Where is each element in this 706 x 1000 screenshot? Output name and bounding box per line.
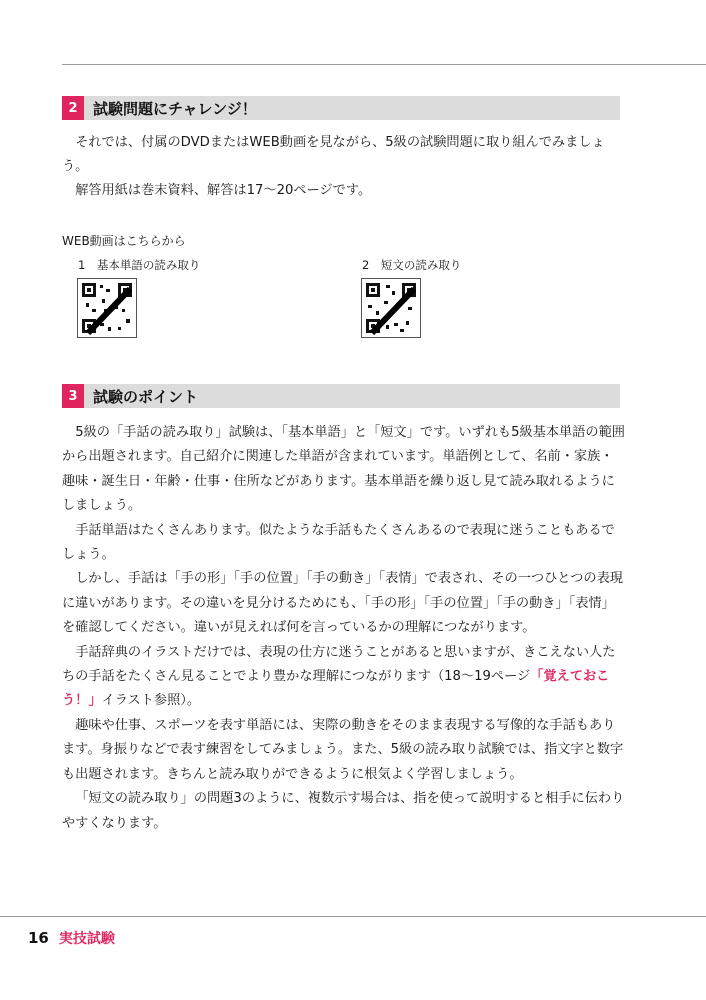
intro-paragraph: 解答用紙は巻末資料、解答は17〜20ページです。 bbox=[75, 183, 372, 198]
section-header-2 bbox=[62, 96, 620, 120]
web-video-heading: WEB動画はこちらから bbox=[62, 234, 186, 248]
points-paragraph: 手話単語はたくさんあります。似たような手話もたくさんあるので表現に迷うこともあるでしょう。 bbox=[62, 522, 615, 563]
points-paragraph: 「短文の読み取り」の問題3のように、複数示す場合は、指を使って説明すると相手に伝わりやすくなります。 bbox=[62, 791, 625, 831]
section-number: 3 bbox=[62, 384, 84, 408]
points-paragraph: 趣味や仕事、スポーツを表す単語には、実際の動きをそのまま表現する写像的な手話もあります。身振りなどで表す練習をしてみましょう。また、5級の読み取り試験では、指文字と数字も出題されます。きちんと読み取りができるように根気よく学習しましょう。 bbox=[62, 717, 624, 782]
qr-label-short-sentences: 2 短文の読み取り bbox=[362, 258, 462, 272]
section-title: 試験問題にチャレンジ！ bbox=[93, 99, 257, 118]
highlight-link-oboeteokou: 「覚えておこう！」 bbox=[62, 669, 610, 709]
points-text-span: 手話辞典のイラストだけでは、表現の仕方に迷うことがあると思いますが、きこえない人たちの手話をたくさん見ることでより豊かな理解につながります（18〜19ページ bbox=[62, 644, 616, 685]
section-title: 試験のポイント bbox=[93, 387, 199, 406]
footer-rule bbox=[0, 916, 706, 917]
page-footer bbox=[28, 928, 115, 948]
intro-text bbox=[62, 131, 626, 203]
section-header-3 bbox=[62, 384, 620, 408]
qr-code-icon[interactable] bbox=[77, 278, 137, 338]
points-text-span: イラスト参照）。 bbox=[101, 693, 201, 709]
points-text bbox=[62, 421, 626, 836]
page-number: 16 bbox=[28, 929, 49, 947]
qr-label-basic-words: 1 基本単語の読み取り bbox=[78, 258, 201, 272]
qr-code-icon[interactable] bbox=[361, 278, 421, 338]
intro-paragraph: それでは、付属のDVDまたはWEB動画を見ながら、5級の試験問題に取り組んでみましょう。 bbox=[62, 135, 605, 174]
top-rule bbox=[62, 64, 706, 65]
points-paragraph: しかし、手話は「手の形」「手の位置」「手の動き」「表情」で表され、その一つひとつの表現に違いがあります。その違いを見分けるためにも、「手の形」「手の位置」「手の動き」「表情」を確認してください。違いが見えれば何を言っているかの理解につながります。 bbox=[62, 571, 623, 636]
points-paragraph: 5級の「手話の読み取り」試験は、「基本単語」と「短文」です。いずれも5級基本単語の範囲から出題されます。自己紹介に関連した単語が含まれています。単語例として、名前・家族・趣味・誕生日・年齢・仕事・住所などがあります。基本単語を繰り返し見て読み取れるようにしましょう。 bbox=[62, 425, 625, 514]
section-number: 2 bbox=[62, 96, 84, 120]
chapter-title: 実技試験 bbox=[58, 931, 115, 947]
points-paragraph bbox=[62, 641, 626, 714]
